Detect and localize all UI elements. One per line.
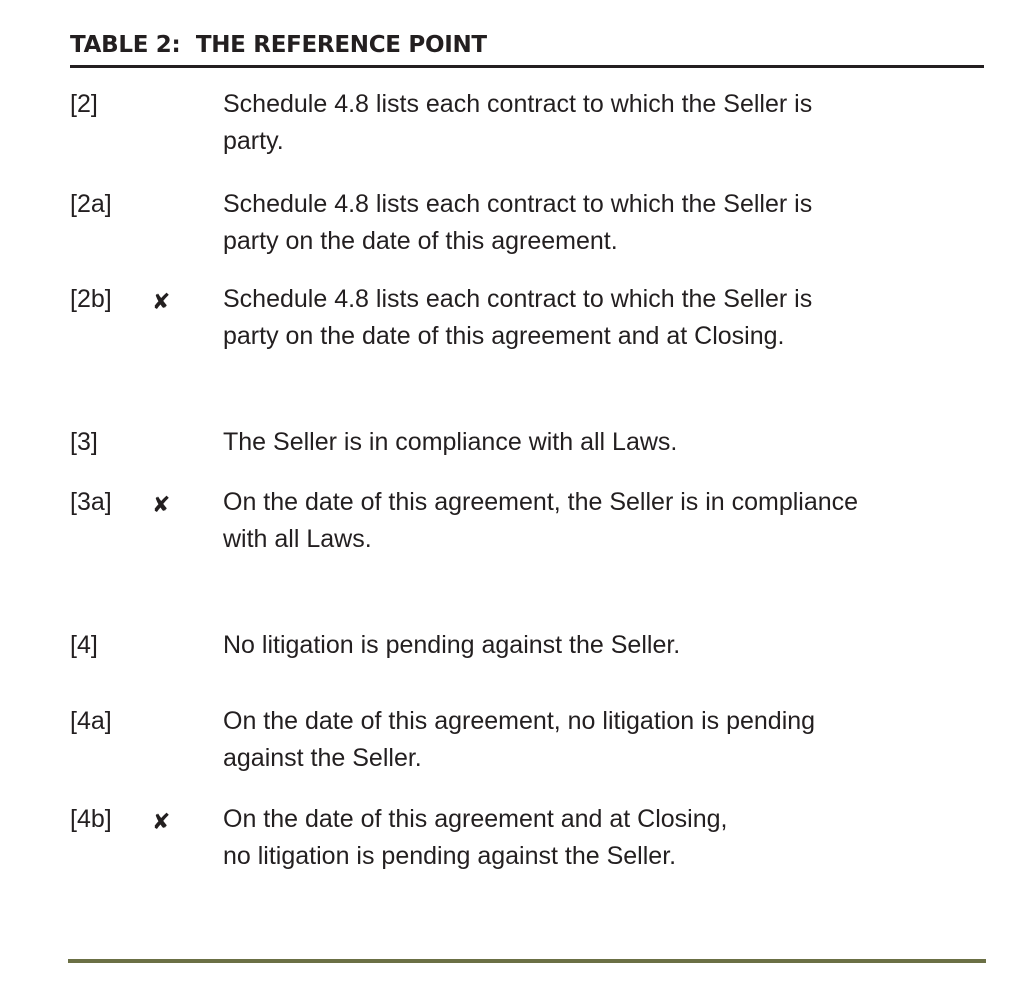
row-text-line: Schedule 4.8 lists each contract to which the Seller is	[223, 190, 813, 218]
row-label: [2b]	[70, 285, 112, 313]
row-text-line: party.	[223, 127, 284, 155]
row-text	[223, 186, 1003, 260]
row-text-line: no litigation is pending against the Seller.	[223, 842, 677, 870]
row-text	[223, 424, 1003, 461]
row-text-line: Schedule 4.8 lists each contract to which the Seller is	[223, 90, 813, 118]
row-text-line: On the date of this agreement and at Closing,	[223, 805, 728, 833]
row-label: [4b]	[70, 805, 112, 833]
row-text	[223, 703, 1003, 777]
row-text-line: Schedule 4.8 lists each contract to which the Seller is	[223, 285, 813, 313]
row-text-line: against the Seller.	[223, 744, 422, 772]
x-mark-icon: ✘	[152, 810, 171, 835]
row-label: [4a]	[70, 707, 112, 735]
row-text-line: party on the date of this agreement and at Closing.	[223, 322, 785, 350]
top-rule	[70, 65, 984, 68]
row-text-line: with all Laws.	[223, 525, 372, 553]
row-text	[223, 801, 1003, 875]
row-text-line: On the date of this agreement, no litigation is pending	[223, 707, 816, 735]
row-label: [4]	[70, 631, 98, 659]
row-label: [2a]	[70, 190, 112, 218]
row-label: [2]	[70, 90, 98, 118]
row-text	[223, 627, 1003, 664]
row-label: [3a]	[70, 488, 112, 516]
x-mark-icon: ✘	[152, 493, 171, 518]
table-title: TABLE 2: THE REFERENCE POINT	[70, 32, 487, 58]
row-text-line: No litigation is pending against the Seller.	[223, 631, 681, 659]
row-text-line: party on the date of this agreement.	[223, 227, 618, 255]
x-mark-icon: ✘	[152, 290, 171, 315]
row-text	[223, 281, 1003, 355]
row-text-line: On the date of this agreement, the Seller is in compliance	[223, 488, 859, 516]
bottom-rule	[68, 959, 986, 963]
row-text-line: The Seller is in compliance with all Laws.	[223, 428, 678, 456]
row-label: [3]	[70, 428, 98, 456]
row-text	[223, 484, 1003, 558]
row-text	[223, 86, 1003, 160]
